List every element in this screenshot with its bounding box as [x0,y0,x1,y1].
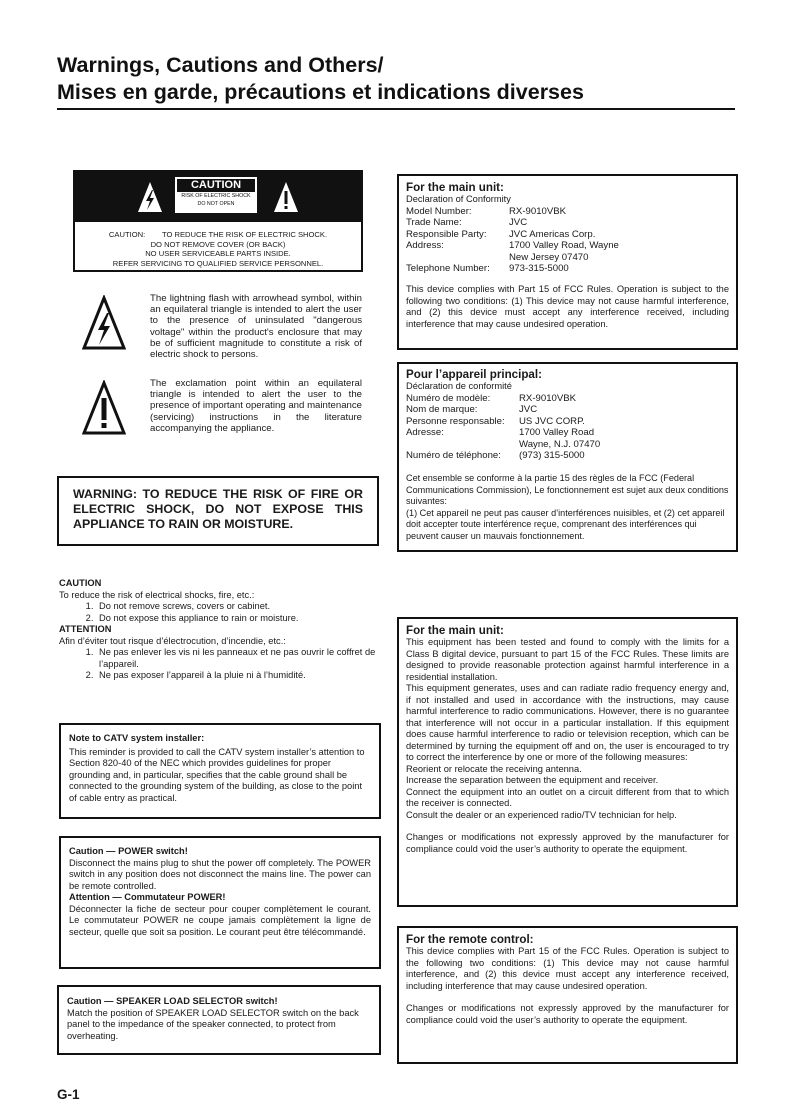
table-row [406,206,619,218]
table-cell-label: Numéro de téléphone: [406,450,501,462]
appareil-conditions-text: (1) Cet appareil ne peut pas causer d’interférences nuisibles, et (2) cet appareil doit accepter toute interférence reçue, comprenant des interférences qui peuvent causer un mauvais fonctionnement. [406,507,725,541]
speaker-selector-body: Match the position of SPEAKER LOAD SELECTOR switch on the back panel to the impedance of the speaker connected, to protect from overheating. [67,1007,359,1041]
title-divider [57,108,735,110]
caution-label-line: REFER SERVICING TO QUALIFIED SERVICE PERSONNEL. [112,258,324,268]
exclamation-triangle-icon [82,380,126,436]
lightning-symbol-explanation: The lightning flash with arrowhead symbol, within an equilateral triangle is intended to alert the user to the presence of uninsulated "dangerous voltage" within the product's enclosure that may be of sufficient magnitude to constitute a risk of electric shock to persons. [150,293,362,361]
list-item: 1. Do not remove screws, covers or cabinet. [96,601,384,613]
table-cell-value: 1700 Valley Road [519,427,595,439]
table-row [406,393,600,405]
exclamation-symbol-explanation: The exclamation point within an equilateral triangle is intended to alert the user to the presence of important operating and maintenance (servicing) instructions in the literature accompanying the appliance. [150,378,362,434]
table-cell-label: Responsible Party: [406,228,487,240]
caution-intro: To reduce the risk of electrical shocks, fire, etc.: [59,589,255,600]
speaker-selector-heading: Caution — SPEAKER LOAD SELECTOR switch! [67,996,278,1006]
table-cell-value: Wayne, N.J. 07470 [519,438,601,450]
fcc-changes-warning: Changes or modifications not expressly approved by the manufacturer for compliance could void the user’s authority to operate the equipment. [406,832,729,854]
remote-control-compliance-text: This device complies with Part 15 of the FCC Rules. Operation is subject to the following two conditions: (1) This device may not cause harmful interference, and (2) this device must accept any interference received, including interference that may cause undesired operation. [406,946,729,991]
main-unit-declaration-box [397,174,738,350]
caution-label-heading: CAUTION [177,179,255,192]
caution-section [59,578,384,682]
table-cell-label: Personne responsable: [406,415,505,427]
main-unit-compliance-text: This device complies with Part 15 of FCC Rules. Operation is subject to the following two conditions: (1) This device may not cause harmful interference, and (2) this device must accept any interference received, including interference that may cause undesired operation. [406,284,729,329]
fcc-measure: Connect the equipment into an outlet on a circuit different from that to which the receiver is connected. [406,786,729,808]
fcc-measure: Consult the dealer or an experienced radio/TV technician for help. [406,809,677,820]
table-cell-value: RX-9010VBK [509,205,567,217]
caution-heading: CAUTION [59,578,102,588]
fcc-paragraph: This equipment generates, uses and can radiate radio frequency energy and, if not installed and used in accordance with the instructions, may cause harmful interference to radio communications. However, there is no guarantee that interference will not occur in a particular installation. If this equipment does cause harmful interference to radio or television reception, which can be determined by turning the equipment off and on, the user is encouraged to try to correct the interference by one or more of the following measures: [406,683,729,762]
table-cell-value: JVC [509,217,528,229]
speaker-selector-box [57,985,381,1055]
caution-label [73,170,363,272]
declaration-title-fr: Déclaration de conformité [406,381,512,391]
table-row [406,263,619,275]
main-unit-heading: For the main unit: [406,181,504,194]
list-item: 2. Do not expose this appliance to rain or moisture. [96,613,384,625]
declaration-table-fr [406,393,600,463]
lightning-triangle-icon [137,180,163,214]
appareil-principal-box [397,362,738,552]
main-unit-fcc-box [397,617,738,907]
table-cell-value: RX-9010VBK [519,392,577,404]
fcc-measure: Reorient or relocate the receiving antenna. [406,763,582,774]
attention-heading: ATTENTION [59,624,112,634]
table-row [406,404,600,416]
table-cell-value: (973) 315-5000 [519,450,585,462]
remote-control-box [397,926,738,1064]
appareil-compliance-text: Cet ensemble se conforme à la partie 15 des règles de la FCC (Federal Communications Commission), Le fonctionnement est sujet aux deux conditions suivantes: [406,473,729,507]
power-switch-heading-fr: Attention — Commutateur POWER! [69,892,226,902]
table-cell-label: Model Number: [406,205,472,217]
remote-control-heading: For the remote control: [406,933,534,946]
table-row [406,240,619,252]
power-switch-body-fr: Déconnecter la fiche de secteur pour couper complètement le courant. Le commutateur POWER ne coupe jamais complètement la ligne de secteur, quelle que soit sa position. Le courant peut être télécommandé. [69,903,371,937]
table-cell-label: Adresse: [406,427,444,439]
declaration-table [406,206,619,276]
caution-label-line: DO NOT REMOVE COVER (OR BACK) [150,239,286,249]
page-number: G-1 [57,1087,80,1102]
power-switch-box [59,836,381,969]
warning-box [57,476,379,546]
table-cell-value: New Jersey 07470 [509,251,589,263]
table-cell-value: 1700 Valley Road, Wayne [509,240,619,252]
exclamation-triangle-icon [273,180,299,214]
attention-list [59,647,384,682]
power-switch-heading: Caution — POWER switch! [69,846,188,856]
table-row [406,229,619,241]
caution-label-line: NO USER SERVICEABLE PARTS INSIDE. [145,249,291,259]
table-row [406,427,600,439]
table-row [406,217,619,229]
caution-label-panel [175,177,257,213]
fcc-paragraph: This equipment has been tested and found to comply with the limits for a Class B digital device, pursuant to part 15 of the FCC Rules. These limits are designed to provide reasonable protection against harmful interference in a residential installation. [406,637,729,682]
caution-label-line: CAUTION: TO REDUCE THE RISK OF ELECTRIC SHOCK. [108,230,328,239]
table-row [406,439,600,451]
lightning-triangle-icon [82,295,126,351]
page-title [57,52,584,106]
page-title-english: Warnings, Cautions and Others/ [57,53,384,77]
list-item: 2. Ne pas exposer l’appareil à la pluie ni à l’humidité. [96,670,384,682]
table-cell-value: US JVC CORP. [519,415,585,427]
table-cell-label: Numéro de modèle: [406,392,491,404]
list-item: 1. Ne pas enlever les vis ni les panneaux et ne pas ouvrir le coffret de l’appareil. [96,647,384,670]
table-cell-label: Trade Name: [406,217,462,229]
fcc-measure: Increase the separation between the equipment and receiver. [406,775,659,785]
caution-label-risk: RISK OF ELECTRIC SHOCK [181,193,251,199]
main-unit-fcc-heading: For the main unit: [406,624,504,637]
table-cell-value: JVC [519,404,538,416]
caution-label-header [75,172,361,222]
catv-note-box [59,723,381,819]
caution-list [59,601,384,624]
caution-label-body [75,222,361,270]
table-cell-value: JVC Americas Corp. [509,228,596,240]
remote-control-changes-warning: Changes or modifications not expressly approved by the manufacturer for compliance could void the user’s authority to operate the equipment. [406,1003,729,1025]
attention-intro: Afin d’éviter tout risque d’électrocution, d’incendie, etc.: [59,635,286,646]
appareil-principal-heading: Pour l’appareil principal: [406,368,542,381]
table-cell-label: Address: [406,240,444,252]
table-row [406,252,619,264]
table-row [406,450,600,462]
page-title-french: Mises en garde, précautions et indications diverses [57,80,584,104]
catv-note-body: This reminder is provided to call the CATV system installer’s attention to Section 820-40 of the NEC which provides guidelines for proper grounding and, in particular, specifies that the cable ground shall be connected to the grounding system of the building, as close to the point of cable entry as practical. [69,746,365,803]
table-cell-label: Nom de marque: [406,404,478,416]
declaration-title: Declaration of Conformity [406,194,511,204]
caution-label-do-not-open: DO NOT OPEN [197,200,235,207]
table-row [406,416,600,428]
catv-note-heading: Note to CATV system installer: [69,733,205,743]
table-cell-label [406,439,519,451]
table-cell-label: Telephone Number: [406,263,490,275]
table-cell-label [406,252,509,264]
table-cell-value: 973-315-5000 [509,263,569,275]
warning-text: WARNING: TO REDUCE THE RISK OF FIRE OR ELECTRIC SHOCK, DO NOT EXPOSE THIS APPLIANCE TO RAIN OR MOISTURE. [73,487,363,531]
power-switch-body: Disconnect the mains plug to shut the power off completely. The POWER switch in any position does not disconnect the mains line. The power can be remote controlled. [69,857,371,891]
